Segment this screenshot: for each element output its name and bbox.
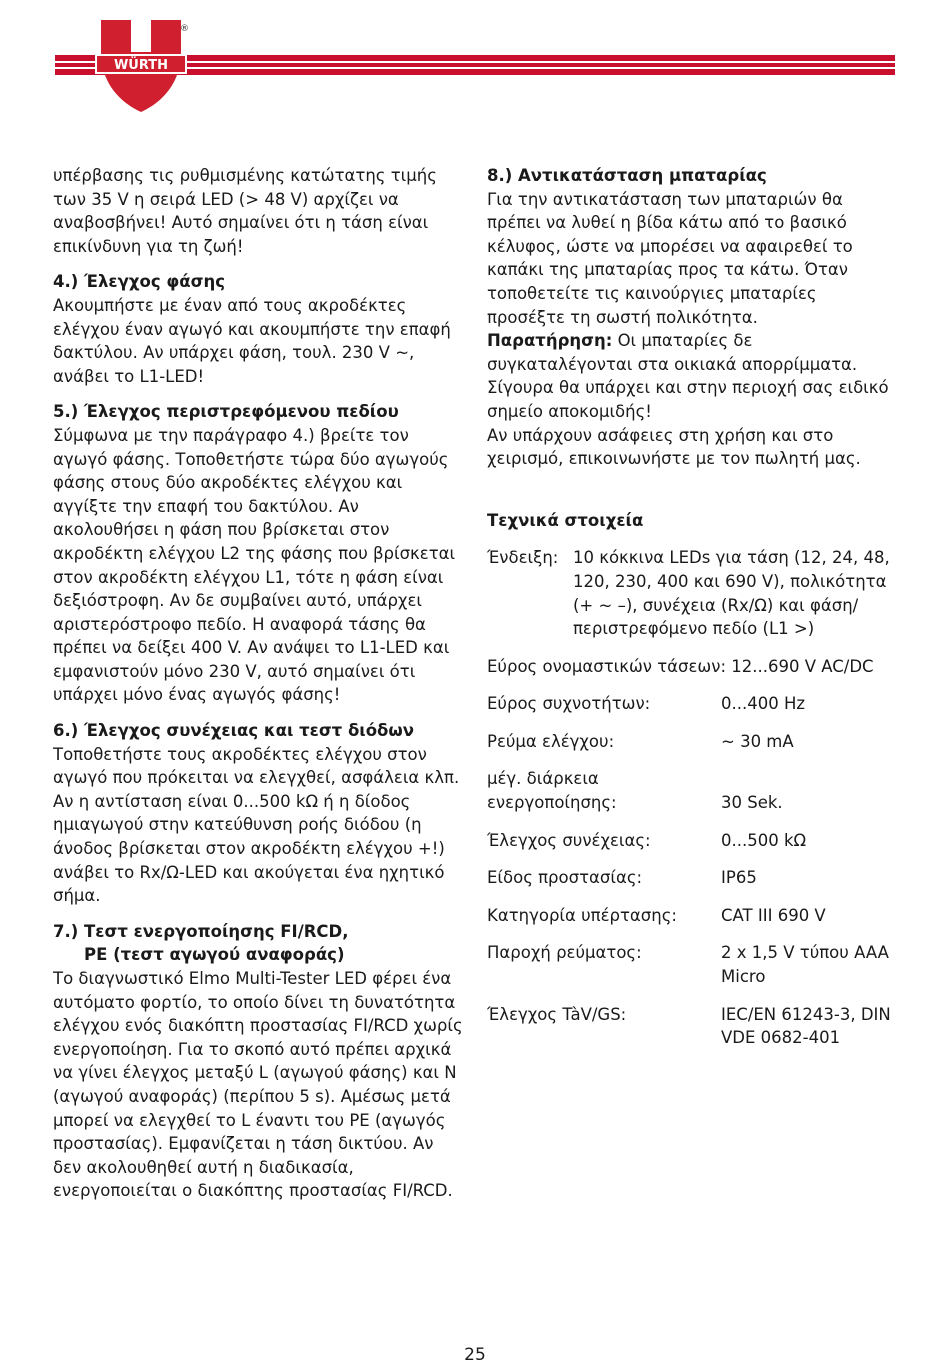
spec-row <box>487 904 899 928</box>
spec-display-value: 10 κόκκινα LEDs για τάση (12, 24, 48, 120, 230, 400 και 690 V), πολικότητα (+ ~ –), συνέχεια (Rx/Ω) και φάση/περιστρεφόμενο πεδίο (L1 >) <box>573 548 890 639</box>
note-text: Οι μπαταρίες δε συγκαταλέγονται στα οικιακά απορρίμματα. Σίγουρα θα υπάρχει και στην περιοχή σας ειδικό σημείο αποκομιδής! <box>487 331 889 421</box>
section-5-text: Σύμφωνα με την παράγραφο 4.) βρείτε τον αγωγό φάσης. Τοποθετήστε τώρα δύο αγωγούς φάσης στους δύο ακροδέκτες ελέγχου και αγγίξτε την επαφή του δακτύλου. Αν ακολουθήσει η φάση που βρίσκεται στον ακροδέκτη ελέγχου L2 της φάσης που βρίσκεται στον ακροδέκτη ελέγχου L1, τότε η φάση είναι δεξιόστροφη. Αν δε συμβαίνει αυτό, υπάρχει αριστερόστροφο πεδίο. Η αναφορά τάσης θα πρέπει να δείξει 400 V. Αν ανάψει το L1-LED και εμφανιστούν μόνο 230 V, αυτό σημαίνει ότι υπάρχει μόνο ένας αγωγός φάσης! <box>53 425 456 705</box>
wurth-logo <box>93 12 189 114</box>
spec-row <box>487 767 899 814</box>
left-column <box>53 164 465 1203</box>
spec-label: Κατηγορία υπέρτασης: <box>487 905 677 925</box>
contact-paragraph: Αν υπάρχουν ασάφειες στη χρήση και στο χειρισμό, επικοινωνήστε με τον πωλητή μας. <box>487 425 861 469</box>
section-7-text: Το διαγνωστικό Elmo Multi-Tester LED φέρει ένα αυτόματο φορτίο, το οποίο δίνει τη δυνατότητα ελέγχου ενός διακόπτη προστασίας FI/RCD χωρίς ενεργοποίηση. Για το σκοπό αυτό πρέπει αρχικά να γίνει έλεγχος μεταξύ L (αγωγού φάσης) και N (αγωγού αναφοράς) (περίπου 5 s). Αμέσως μετά μπορεί να ελεγχθεί το L έναντι του PE (αγωγός προστασίας). Εμφανίζεται η τάση δικτύου. Αν δεν ακολουθηθεί αυτή η διαδικασία, ενεργοποιείται ο διακόπτης προστασίας FI/RCD. <box>53 969 463 1201</box>
spec-row <box>487 829 899 853</box>
spec-value: CAT III 690 V <box>721 905 826 925</box>
note-label: Παρατήρηση: <box>487 331 613 351</box>
right-column <box>487 164 899 1050</box>
spec-label: Εύρος συχνοτήτων: <box>487 694 651 714</box>
spec-value: 0...400 Hz <box>721 694 806 714</box>
spec-label: Έλεγχος συνέχειας: <box>487 830 651 850</box>
section-5-heading: 5.) Έλεγχος περιστρεφόμενου πεδίου <box>53 402 399 422</box>
logo-text: WÜRTH <box>113 58 169 73</box>
spec-value: IEC/EN 61243-3, DIN VDE 0682-401 <box>721 1004 891 1048</box>
section-8-heading: 8.) Αντικατάσταση μπαταρίας <box>487 166 767 185</box>
page-number: 25 <box>464 1345 486 1365</box>
spec-label: Έλεγχος TàV/GS: <box>487 1004 627 1024</box>
section-7-heading-line-2: PE (τεστ αγωγού αναφοράς) <box>84 945 345 965</box>
section-8-text: Για την αντικατάσταση των μπαταριών θα πρέπει να λυθεί η βίδα κάτω από το βασικό κέλυφος, ώστε να μπορέσει να αφαιρεθεί το καπάκι της μπαταρίας προς τα κάτω. Όταν τοποθετείτε τις καινούργιες μπαταρίες προσέξτε τη σωστή πολικότητα. <box>487 189 853 327</box>
spec-label: μέγ. διάρκεια ενεργοποίησης: <box>487 769 617 813</box>
spec-row <box>487 692 899 716</box>
intro-paragraph: υπέρβασης τις ρυθμισμένης κατώτατης τιμής των 35 V η σειρά LED (> 48 V) αρχίζει να αναβοσβήνει! Αυτό σημαίνει ότι η τάση είναι επικίνδυνη για τη ζωή! <box>53 166 437 256</box>
section-6-text: Τοποθετήστε τους ακροδέκτες ελέγχου στον αγωγό που πρόκειται να ελεγχθεί, ασφάλεια κλπ. Αν η αντίσταση είναι 0...500 kΩ ή η δίοδος ημιαγωγού στην κατεύθυνση ροής διόδου (η άνοδος βρίσκεται στον ακροδέκτη ελέγχου +!) ανάβει το Rx/Ω-LED και ακούγεται ένα ηχητικό σήμα. <box>53 744 460 906</box>
spec-row <box>487 866 899 890</box>
spec-value: 0...500 kΩ <box>721 830 807 850</box>
spec-row <box>487 730 899 754</box>
section-6-heading: 6.) Έλεγχος συνέχειας και τεστ διόδων <box>53 721 414 741</box>
spec-voltage-range: Εύρος ονομαστικών τάσεων: 12...690 V AC/DC <box>487 656 874 676</box>
spec-row <box>487 941 899 988</box>
spec-display-row <box>487 546 899 640</box>
spec-table <box>487 678 899 1050</box>
spec-row <box>487 1003 899 1050</box>
spec-value: 30 Sek. <box>721 793 783 813</box>
spec-value: 2 x 1,5 V τύπου AAA Micro <box>721 943 889 987</box>
spec-value: IP65 <box>721 868 757 888</box>
note-paragraph <box>487 329 899 423</box>
spec-display-label: Ένδειξη: <box>487 548 559 568</box>
spec-label: Είδος προστασίας: <box>487 868 643 888</box>
section-4-text: Ακουμπήστε με έναν από τους ακροδέκτες ελέγχου έναν αγωγό και ακουμπήστε την επαφή δακτύλου. Αν υπάρχει φάση, τουλ. 230 V ~, ανάβει το L1-LED! <box>53 295 451 386</box>
technical-data-heading: Τεχνικά στοιχεία <box>487 510 644 530</box>
section-4-heading: 4.) Έλεγχος φάσης <box>53 272 225 292</box>
spec-value: ~ 30 mA <box>721 731 794 751</box>
spec-label: Παροχή ρεύματος: <box>487 943 642 963</box>
spec-label: Ρεύμα ελέγχου: <box>487 731 615 751</box>
section-7-heading-line-1: 7.) Τεστ ενεργοποίησης FI/RCD, <box>53 921 349 941</box>
registered-mark: ® <box>180 24 189 34</box>
